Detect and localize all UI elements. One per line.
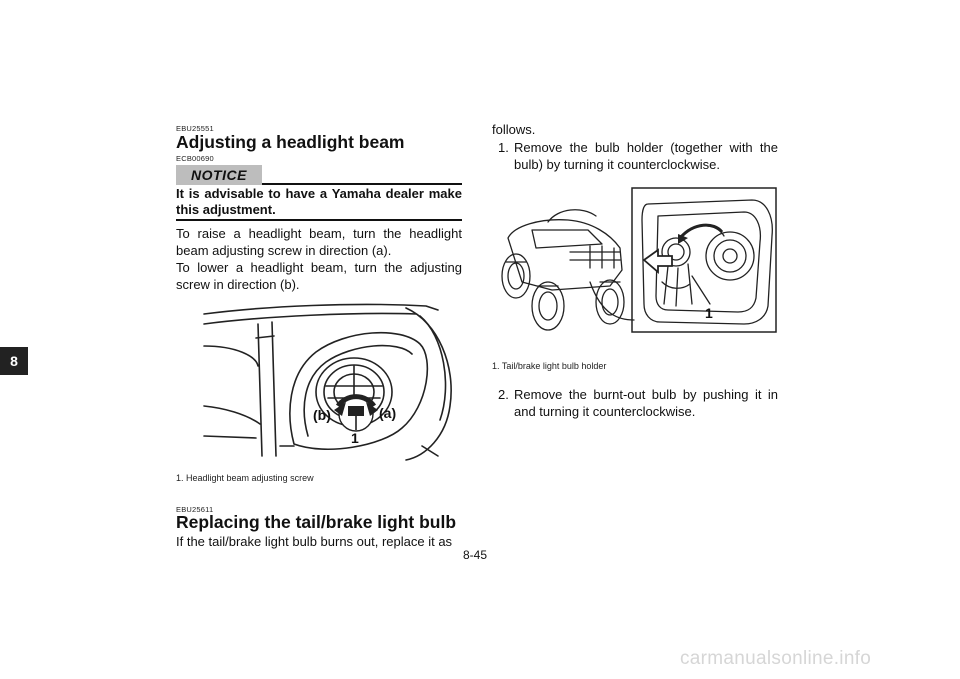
step-2 [498, 386, 778, 426]
callout-1-label-tail: 1 [705, 305, 713, 321]
section-code-tail: EBU25611 [176, 505, 214, 514]
notice-rule-bottom [176, 219, 462, 221]
paragraph-lower-beam: To lower a headlight beam, turn the adjusting screw in direction (b). [176, 260, 462, 292]
headlight-figure [176, 296, 462, 461]
section-code: EBU25551 [176, 124, 214, 133]
atv-tail-light-illustration [492, 186, 778, 336]
paragraph-tail-intro: If the tail/brake light bulb burns out, replace it as [176, 534, 453, 549]
step-1 [498, 139, 778, 179]
direction-b-label: (b) [313, 407, 331, 423]
notice-text: It is advisable to have a Yamaha dealer make this adjustment. [176, 186, 462, 217]
section-title-headlight: Adjusting a headlight beam [176, 132, 405, 152]
figure-caption-tail: 1. Tail/brake light bulb holder [492, 361, 607, 371]
callout-1-label: 1 [351, 430, 359, 446]
step-2-number: 2. [498, 387, 509, 402]
step-2-text: Remove the burnt-out bulb by pushing it in and turning it counterclockwise. [514, 387, 778, 419]
step-1-text: Remove the bulb holder (together with the bulb) by turning it counterclockwise. [514, 140, 778, 172]
chapter-tab: 8 [0, 347, 28, 375]
direction-a-label: (a) [379, 405, 397, 421]
tail-light-figure [492, 186, 778, 336]
notice-badge: NOTICE [176, 165, 262, 185]
paragraph-tail-intro-cont: follows. [492, 122, 536, 137]
headlight-illustration [176, 296, 462, 461]
figure-caption-headlight: 1. Headlight beam adjusting screw [176, 473, 314, 483]
notice-code: ECB00690 [176, 154, 214, 163]
section-title-tail-light: Replacing the tail/brake light bulb [176, 512, 457, 532]
step-1-number: 1. [498, 140, 509, 155]
notice-rule-top [262, 183, 462, 185]
page-number: 8-45 [463, 548, 488, 562]
paragraph-raise-beam: To raise a headlight beam, turn the headlight beam adjusting screw in direction (a). [176, 226, 462, 258]
watermark: carmanualsonline.info [680, 648, 872, 669]
